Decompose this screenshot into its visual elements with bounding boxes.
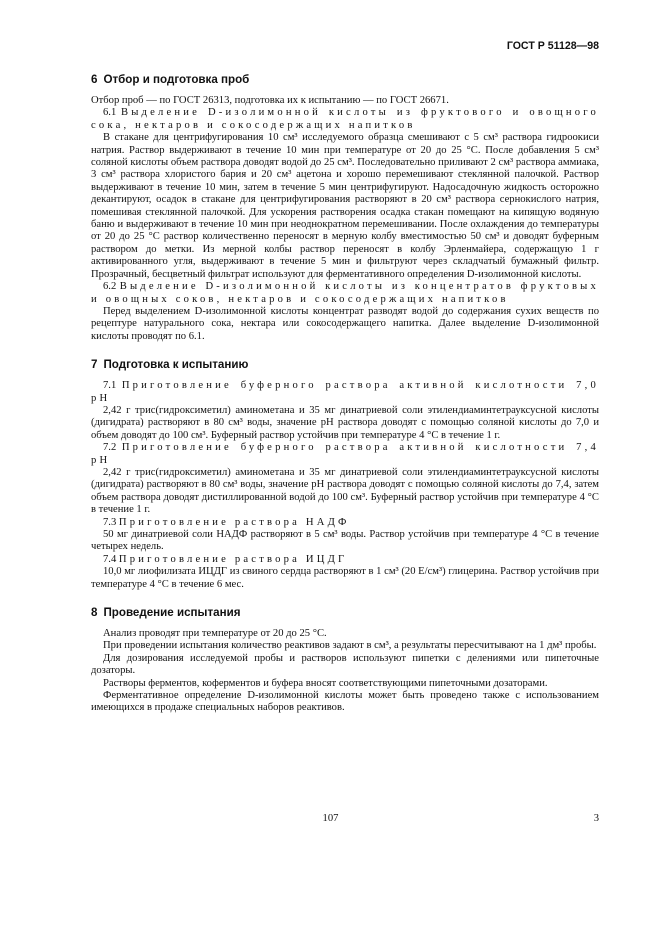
- subsection-7-4-number: 7.4: [103, 553, 117, 565]
- subsection-6-2-text: Перед выделением D-изолимонной кислоты концентрат разводят водой до содержания сухих веществ по рецептуре натурального сока, нектара или сокосодержащего напитка. Далее выделение D-изолимонной кислоты проводят по 6.1.: [91, 305, 599, 342]
- subsection-6-2-heading: [91, 281, 599, 306]
- subsection-7-2-number: 7.2: [103, 442, 117, 454]
- subsection-7-3-title: Приготовление раствора НАДФ: [118, 516, 350, 528]
- subsection-6-2-title: Выделение D-изолимонной кислоты из концентратов фруктовых и овощных соков, нектаров и сокосодержащих напитков: [91, 281, 599, 305]
- subsection-7-4-text: 10,0 мг лиофилизата ИЦДГ из свиного сердца растворяют в 1 см³ (20 Е/см³) глицерина. Раствор устойчив при температуре 4 °С в течение 6 мес.: [91, 566, 599, 590]
- section-6-heading: [91, 73, 599, 87]
- subsection-6-1-number: 6.1: [103, 107, 117, 119]
- section-7-heading: [91, 358, 599, 372]
- subsection-6-1-text: В стакане для центрифугирования 10 см³ исследуемого образца смешивают с 5 см³ раствора гидроокиси натрия. Раствор выдерживают в течение 10 мин при температуре от 20 до 25 °С. После добавления 5 см³ соляной кислоты объем раствора доводят водой до 25 см³. Последовательно приливают 2 см³ раствора аммиака, 3 см³ раствора хлористого бария и 20 см³ ацетона и хорошо перемешивают стеклянной палочкой. Раствор выдерживают в течение 10 мин, затем в течение 5 мин центрифугируют. Надосадочную жидкость осторожно декантируют, осадок в стакане для центрифугирования растворяют в 20 см³ раствора сернокислого натрия, помешивая стеклянной палочкой. Для ускорения растворения осадка стакан помещают на кипящую водяную баню и выдерживают в течение 10 мин при неоднократном перемешивании. После охлаждения до температуры от 20 до 25 °С раствор количественно переносят в мерную колбу вместимостью 50 см³ и доводят буферным раствором до метки. Из мерной колбы раствор переносят в колбу Эрленмайера, содержащую 1 г активированного угля, выдерживают в течение 5 мин и фильтруют через складчатый бумажный фильтр. Прозрачный, бесцветный фильтрат используют для ферментативного определения D-изолимонной кислоты.: [91, 132, 599, 280]
- subsection-7-3-text: 50 мг динатриевой соли НАДФ растворяют в 5 см³ воды. Раствор устойчив при температуре 4 °С в течение четырех недель.: [91, 529, 599, 553]
- subsection-7-4-title: Приготовление раствора ИЦДГ: [118, 553, 348, 565]
- standard-designation: ГОСТ Р 51128—98: [506, 40, 599, 52]
- subsection-7-1-title: Приготовление буферного раствора активной кислотности 7,0 рН: [91, 380, 599, 404]
- section-6-intro: Отбор проб — по ГОСТ 26313, подготовка их к испытанию — по ГОСТ 26671.: [91, 95, 449, 106]
- section-8-number: 8: [91, 606, 98, 620]
- section-7-title: Подготовка к испытанию: [103, 358, 249, 372]
- page-number-total: 107: [322, 813, 339, 824]
- section-8-paragraph-1: Анализ проводят при температуре от 20 до 25 °С.: [103, 628, 327, 640]
- subsection-6-1-heading: [91, 107, 599, 132]
- section-8-paragraph-5: Ферментативное определение D-изолимонной кислоты может быть проведено также с использованием имеющихся в продаже специальных наборов реактивов.: [91, 690, 599, 714]
- subsection-7-2-heading: [91, 442, 599, 467]
- subsection-7-2-title: Приготовление буферного раствора активной кислотности 7,4 рН: [91, 442, 599, 466]
- section-8-paragraph-2: При проведении испытания количество реактивов задают в см³, а результаты пересчитывают на 1 дм³ пробы.: [103, 640, 597, 652]
- section-6-number: 6: [91, 73, 98, 86]
- subsection-7-1-text: 2,42 г трис(гидроксиметил) аминометана и 35 мг динатриевой соли этилендиаминтетрауксусной кислоты (дигидрата) растворяют в 80 см³ воды, значение рН раствора доводят с помощью соляной кислоты до 7,0 и объем доводят до 100 см³. Буферный раствор устойчив при температуре 4 °С в течение 1 г.: [91, 404, 599, 441]
- subsection-7-1-heading: [91, 380, 599, 405]
- subsection-6-1-title: Выделение D-изолимонной кислоты из фруктового и овощного сока, нектаров и сокосодержащих напитков: [91, 107, 599, 131]
- section-7-number: 7: [91, 358, 98, 372]
- subsection-6-2-number: 6.2: [103, 281, 117, 293]
- subsection-7-3-number: 7.3: [103, 516, 117, 528]
- page-number-local: 3: [593, 813, 599, 824]
- section-6-title: Отбор и подготовка проб: [103, 73, 250, 86]
- section-8-paragraph-3: Для дозирования исследуемой пробы и растворов используют пипетки с делениями или пипеточные дозаторы.: [91, 652, 599, 677]
- section-8-paragraph-4: Растворы ферментов, коферментов и буфера вносят соответствующими пипеточными дозаторами.: [103, 677, 548, 689]
- subsection-7-2-text: 2,42 г трис(гидроксиметил) аминометана и 35 мг динатриевой соли этилендиаминтетрауксусной кислоты (дигидрата) растворяют в 80 см³ воды, значение рН раствора доводят с помощью соляной кислоты до 7,4, затем объем раствора доводят дистиллированной водой до 100 см³. Буферный раствор устойчив при температуре 4 °С в течение 1 г.: [91, 466, 599, 516]
- subsection-7-4-heading: [91, 554, 599, 566]
- subsection-7-3-heading: [91, 517, 599, 529]
- subsection-7-1-number: 7.1: [103, 380, 117, 392]
- section-8-heading: [91, 606, 599, 620]
- section-8-title: Проведение испытания: [103, 606, 241, 620]
